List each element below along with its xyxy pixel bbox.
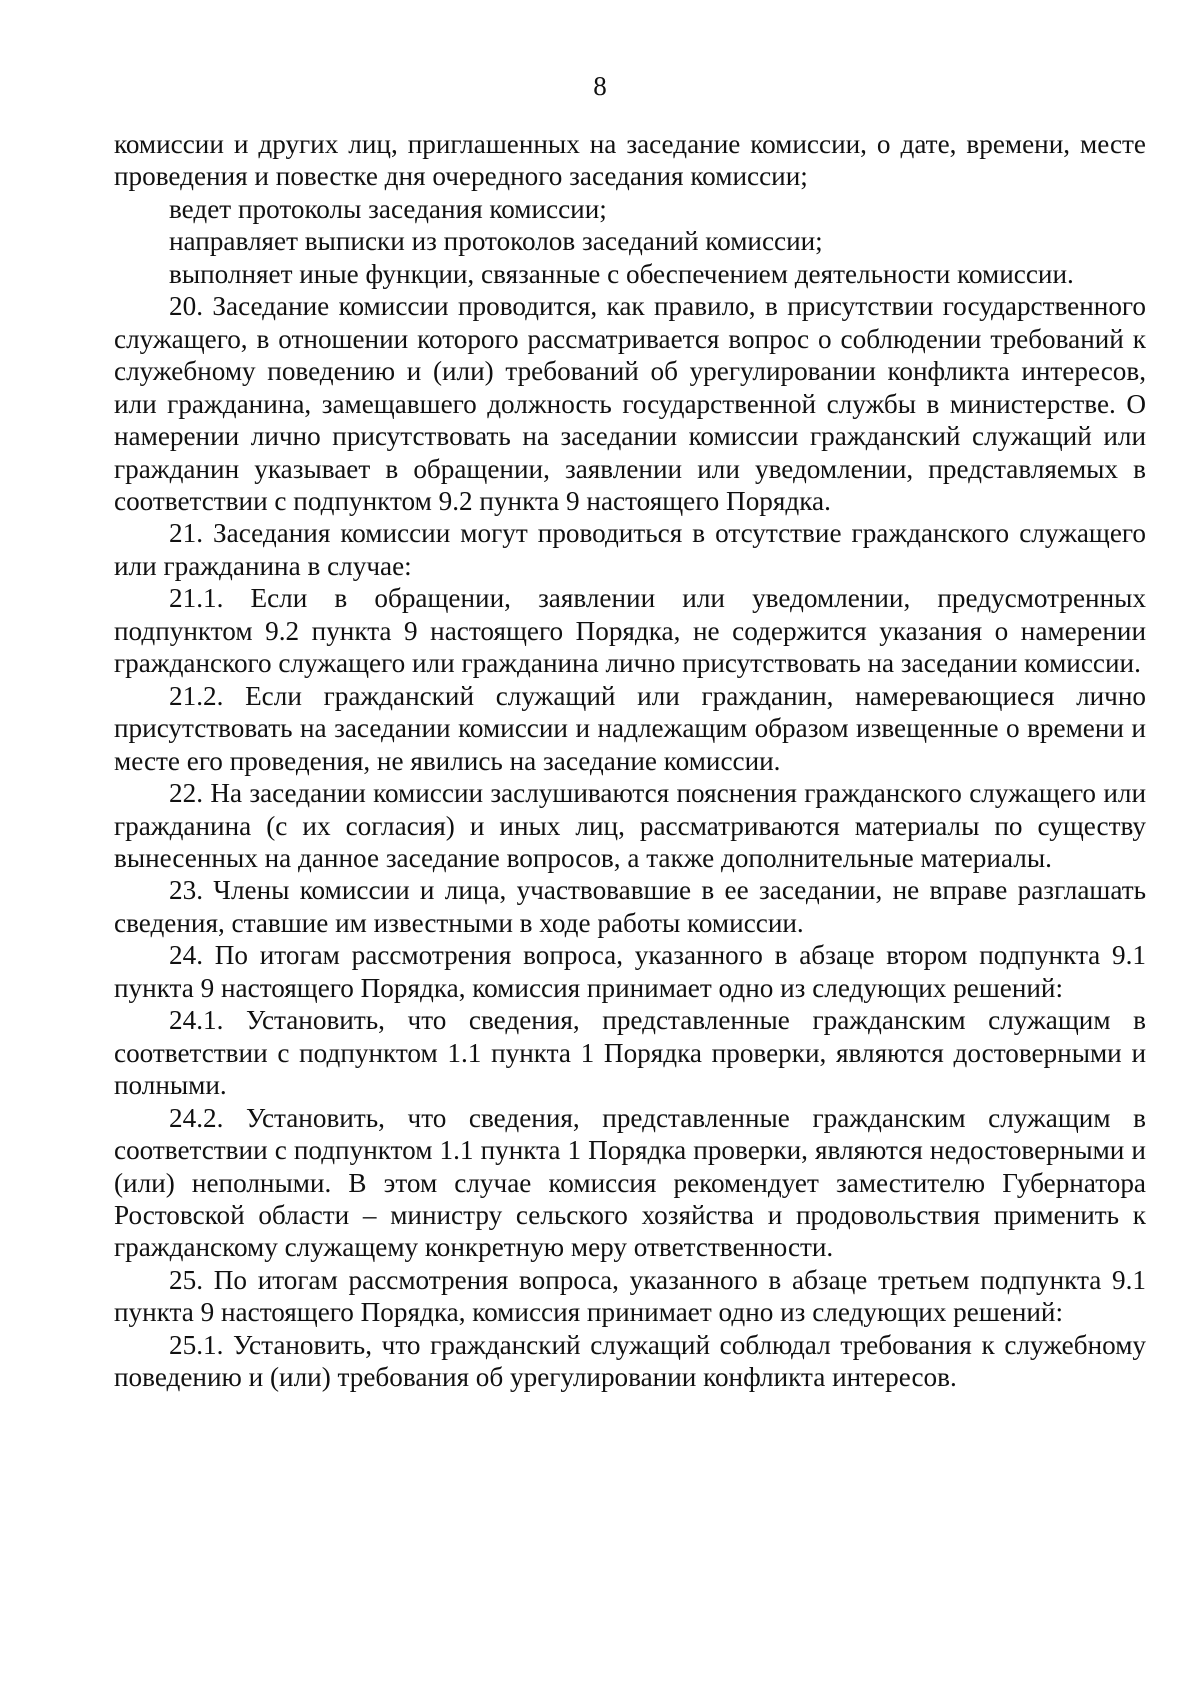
- paragraph: 22. На заседании комиссии заслушиваются пояснения гражданского служащего или гражданина (с их согласия) и иных лиц, рассматриваются материалы по существу вынесенных на данное заседание вопросов, а также дополнительные материалы.: [114, 778, 1146, 873]
- paragraph: 25. По итогам рассмотрения вопроса, указанного в абзаце третьем подпункта 9.1 пункта 9 настоящего Порядка, комиссия принимает одно из следующих решений:: [114, 1264, 1146, 1328]
- document-body: [114, 128, 1146, 1394]
- page-number: 8: [593, 71, 607, 101]
- paragraph: выполняет иные функции, связанные с обеспечением деятельности комиссии.: [169, 258, 1074, 289]
- paragraph: 20. Заседание комиссии проводится, как правило, в присутствии государственного служащего, в отношении которого рассматривается вопрос о соблюдении требований к служебному поведению и (или) требований об урегулировании конфликта интересов, или гражданина, замещавшего должность государственной службы в министерстве. О намерении лично присутствовать на заседании комиссии гражданский служащий или гражданин указывает в обращении, заявлении или уведомлении, представляемых в соответствии с подпунктом 9.2 пункта 9 настоящего Порядка.: [114, 291, 1146, 516]
- paragraph: 21. Заседания комиссии могут проводиться в отсутствие гражданского служащего или гражданина в случае:: [114, 518, 1146, 581]
- paragraph: направляет выписки из протоколов заседаний комиссии;: [169, 226, 823, 257]
- paragraph: 24.1. Установить, что сведения, представленные гражданским служащим в соответствии с подпунктом 1.1 пункта 1 Порядка проверки, являются достоверными и полными.: [114, 1005, 1146, 1101]
- paragraph: 24. По итогам рассмотрения вопроса, указанного в абзаце втором подпункта 9.1 пункта 9 настоящего Порядка, комиссия принимает одно из следующих решений:: [114, 940, 1146, 1003]
- paragraph: 21.2. Если гражданский служащий или гражданин, намеревающиеся лично присутствовать на заседании комиссии и надлежащим образом извещенные о времени и месте его проведения, не явились на заседание комиссии.: [114, 680, 1146, 776]
- paragraph: 24.2. Установить, что сведения, представленные гражданским служащим в соответствии с подпунктом 1.1 пункта 1 Порядка проверки, являются недостоверными и (или) неполными. В этом случае комиссия рекомендует заместителю Губернатора Ростовской области – министру сельского хозяйства и продовольствия применить к гражданскому служащему конкретную меру ответственности.: [114, 1102, 1146, 1263]
- paragraph: ведет протоколы заседания комиссии;: [169, 193, 607, 224]
- paragraph: 21.1. Если в обращении, заявлении или уведомлении, предусмотренных подпунктом 9.2 пункта 9 настоящего Порядка, не содержится указания о намерении гражданского служащего или гражданина лично присутствовать на заседании комиссии.: [114, 583, 1146, 679]
- paragraph: 25.1. Установить, что гражданский служащий соблюдал требования к служебному поведению и (или) требования об урегулировании конфликта интересов.: [114, 1329, 1146, 1393]
- paragraph: 23. Члены комиссии и лица, участвовавшие в ее заседании, не вправе разглашать сведения, ставшие им известными в ходе работы комиссии.: [114, 875, 1146, 938]
- paragraph: комиссии и других лиц, приглашенных на заседание комиссии, о дате, времени, месте проведения и повестке дня очередного заседания комиссии;: [114, 129, 1146, 192]
